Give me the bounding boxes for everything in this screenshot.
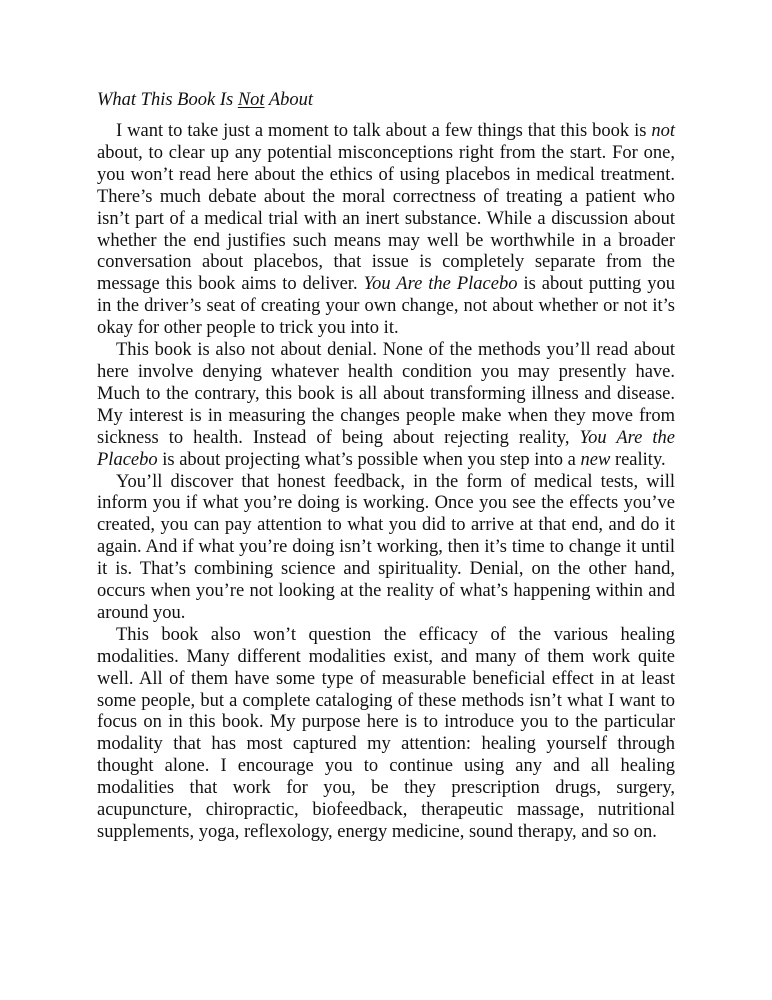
text-run: about, to clear up any potential misconceptions right from the start. For one, you won’t read here about the ethics of using placebos in medical treatment. There’s much debate about the moral correctness of treating a patient who isn’t part of a medical trial with an inert substance. While a discussion about whether the end justifies such means may well be worthwhile in a broader conversation about placebos, that issue is completely separate from the message this book aims to deliver. [97, 142, 675, 295]
italic-text-run: not [651, 121, 675, 141]
paragraph-1 [97, 121, 675, 340]
paragraph-3 [97, 472, 675, 625]
section-heading-start: What This Book Is [97, 90, 238, 110]
text-run: reality. [610, 449, 666, 470]
text-run: This book is also not about denial. None of the methods you’ll read about here involve denying whatever health condition you may presently have. Much to the contrary, this book is all about transforming illness and disease. My interest is in measuring the changes people make when they move from sickness to health. Instead of being about rejecting reality, [97, 340, 675, 448]
paragraph-4 [97, 625, 675, 844]
section-heading-end: About [264, 90, 314, 110]
text-run: I want to take just a moment to talk about a few things that this book is [116, 121, 652, 141]
paragraph-2 [97, 340, 675, 471]
section-heading [97, 88, 675, 112]
text-run: You’ll discover that honest feedback, in the form of medical tests, will inform you if what you’re doing is working. Once you see the effects you’ve created, you can pay attention to what you did to arrive at that end, and do it again. And if what you’re doing isn’t working, then it’s time to change it until it is. That’s combining science and spirituality. Denial, on the other hand, occurs when you’re not looking at the reality of what’s happening within and around you. [97, 471, 675, 623]
book-page [97, 88, 675, 844]
text-run: is about putting you in the driver’s seat of creating your own change, not about whether or not it’s okay for other people to trick you into it. [97, 274, 675, 339]
italic-text-run: You Are the Placebo [97, 427, 675, 470]
section-heading-emphasis: Not [237, 90, 265, 110]
text-run: is about projecting what’s possible when you step into a [157, 449, 581, 470]
text-run: This book also won’t question the efficacy of the various healing modalities. Many different modalities exist, and many of them work quite well. All of them have some type of measurable beneficial effect in at least some people, but a complete cataloging of these methods isn’t what I want to focus on in this book. My purpose here is to introduce you to the particular modality that has most captured my attention: healing yourself through thought alone. I encourage you to continue using any and all healing modalities that work for you, be they prescription drugs, surgery, acupuncture, chiropractic, biofeedback, therapeutic massage, nutritional supplements, yoga, reflexology, energy medicine, sound therapy, and so on. [97, 624, 675, 842]
italic-text-run: You Are the Placebo [363, 274, 518, 295]
italic-text-run: new [580, 449, 611, 470]
